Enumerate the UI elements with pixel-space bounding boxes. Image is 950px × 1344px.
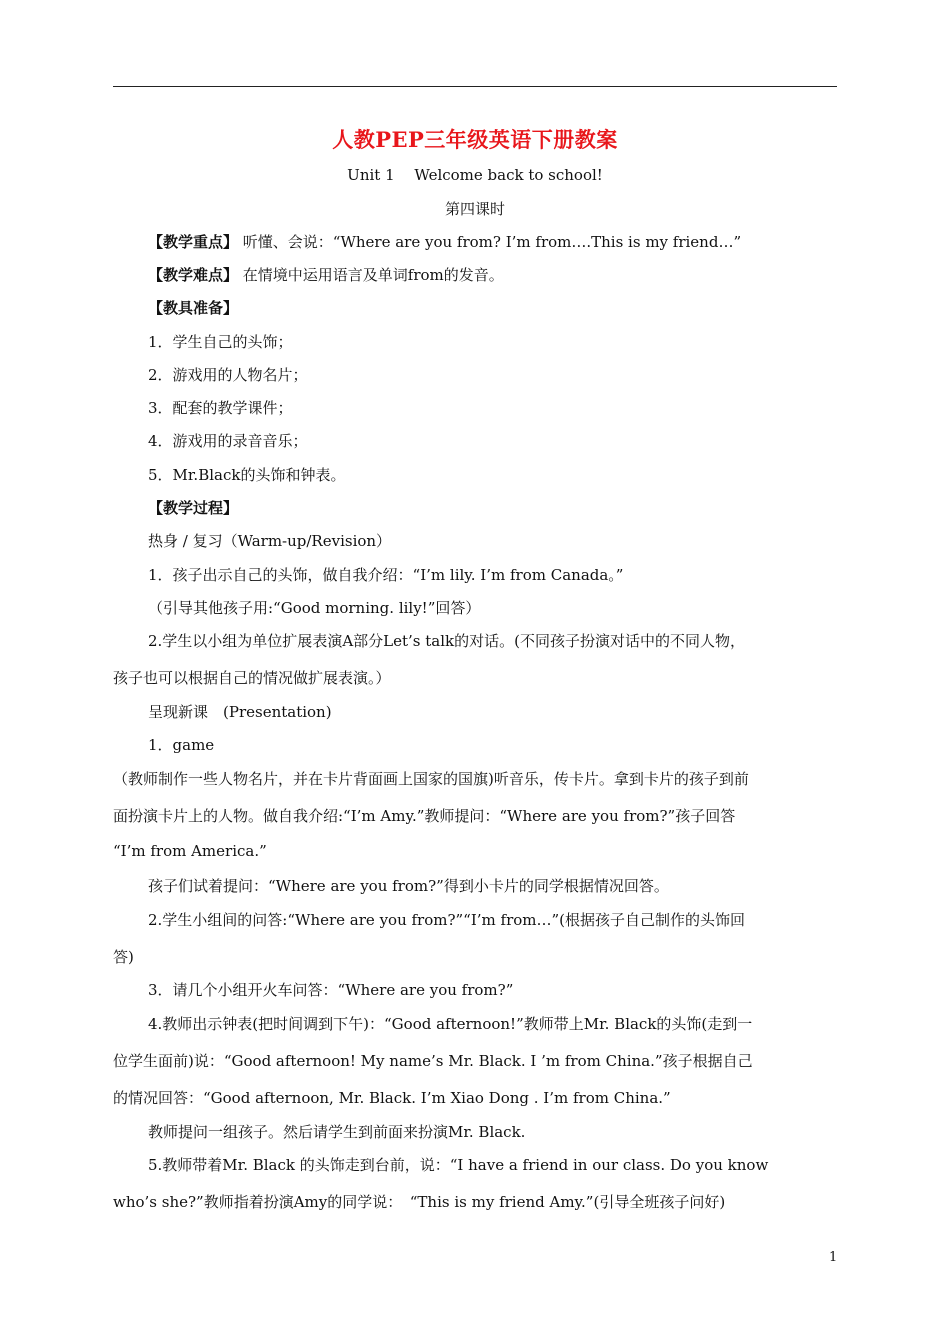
document-title: 人教PEP三年级英语下册教案 [332,127,618,152]
presentation-step-5: 5.教师带着Mr. Black 的头饰走到台前，说：“I have a friend in our class. Do you know [148,1156,769,1174]
presentation-step-1-text: 面扮演卡片上的人物。做自我介绍:“I’m Amy.”教师提问：“Where are you from?”孩子回答 [113,807,736,825]
warmup-heading: 热身 / 复习（Warm-up/Revision） [148,532,392,550]
header-rule [113,86,837,87]
warmup-step-1-note: （引导其他孩子用:“Good morning. lily!”回答） [148,599,481,617]
presentation-step-1: 1．game [148,736,215,754]
process-label: 【教学过程】 [148,499,239,517]
prep-label: 【教具准备】 [148,299,239,317]
lesson-title: 第四课时 [444,200,505,218]
presentation-step-5-cont: who’s she?”教师指着扮演Amy的同学说： “This is my friend Amy.”(引导全班孩子问好) [113,1193,726,1211]
difficulties-label: 【教学难点】 [148,266,239,284]
difficulties-text: 在情境中运用语言及单词from的发音。 [238,266,504,284]
presentation-heading: 呈现新课 (Presentation) [148,703,332,721]
warmup-step-1: 1．孩子出示自己的头饰，做自我介绍：“I’m lily. I’m from Canada。” [148,566,624,584]
presentation-step-4-note: 教师提问一组孩子。然后请学生到前面来扮演Mr. Black. [148,1123,526,1141]
key-points-label: 【教学重点】 [148,233,239,251]
presentation-step-3: 3．请几个小组开火车问答：“Where are you from?” [148,981,514,999]
presentation-step-1-text: “I’m from America.” [113,842,267,860]
presentation-step-1-text: （教师制作一些人物名片，并在卡片背面画上国家的国旗)听音乐，传卡片。拿到卡片的孩子到前 [113,770,749,788]
warmup-step-2: 2.学生以小组为单位扩展表演A部分Let’s talk的对话。(不同孩子扮演对话中的不同人物， [148,632,745,650]
warmup-step-2-cont: 孩子也可以根据自己的情况做扩展表演。） [113,669,391,687]
prep-item: 2．游戏用的人物名片； [148,366,308,384]
prep-item: 1．学生自己的头饰； [148,333,293,351]
presentation-step-2-cont: 答) [113,948,134,966]
page-number: 1 [829,1250,838,1265]
prep-item: 5．Mr.Black的头饰和钟表。 [148,466,346,484]
presentation-step-2: 2.学生小组间的问答:“Where are you from?”“I’m from…”(根据孩子自己制作的头饰回 [148,911,746,929]
presentation-step-4: 4.教师出示钟表(把时间调到下午)：“Good afternoon!”教师带上Mr. Black的头饰(走到一 [148,1015,753,1033]
unit-title: Unit 1 Welcome back to school! [347,166,603,184]
presentation-step-4-cont: 的情况回答：“Good afternoon, Mr. Black. I’m Xiao Dong . I’m from China.” [113,1089,671,1107]
presentation-step-4-cont: 位学生面前)说：“Good afternoon! My name’s Mr. Black. I ’m from China.”孩子根据自己 [113,1052,753,1070]
presentation-step-1-text: 孩子们试着提问：“Where are you from?”得到小卡片的同学根据情况回答。 [148,877,669,895]
key-points-text: 听懂、会说：“Where are you from? I’m from….This is my friend…” [238,233,742,251]
prep-item: 3．配套的教学课件； [148,399,293,417]
key-points [148,231,741,252]
difficulties [148,264,504,285]
prep-item: 4．游戏用的录音音乐； [148,432,308,450]
